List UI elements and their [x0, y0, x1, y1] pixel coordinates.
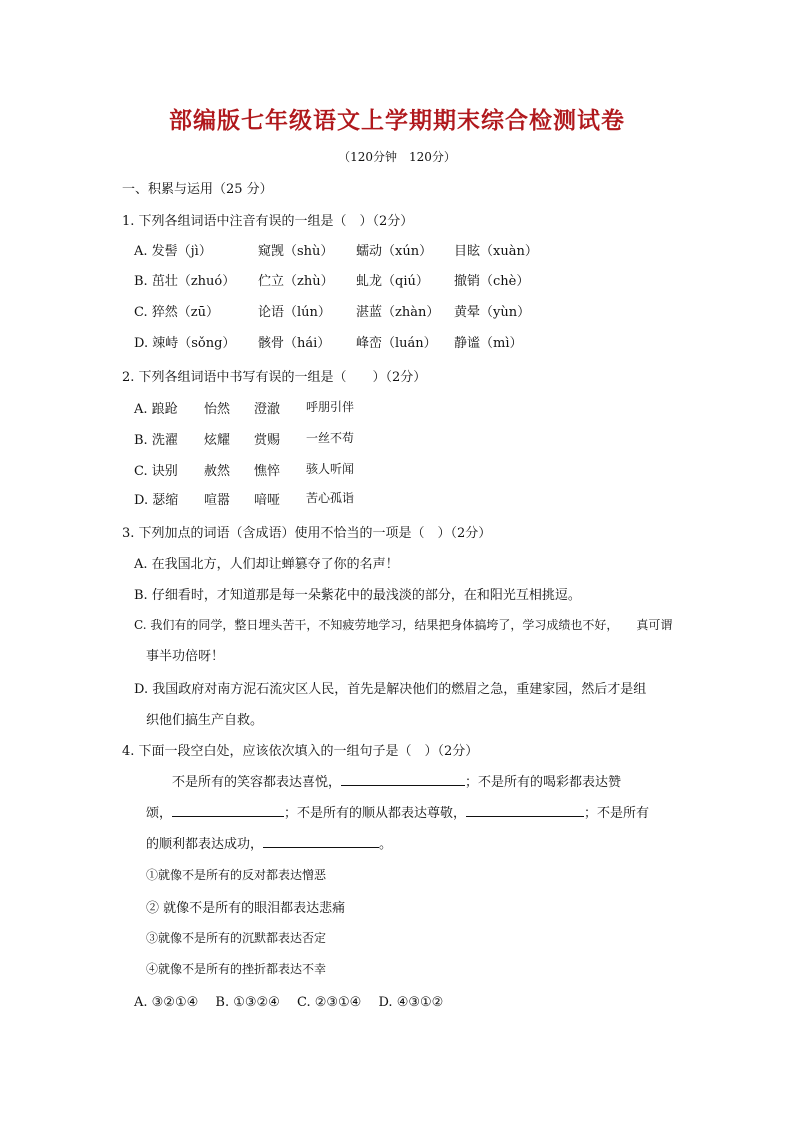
q4-text-2a: 颂，: [146, 806, 173, 821]
q2-a-word3: 澄澈: [254, 402, 281, 417]
q2-d-word2: 喧嚣: [204, 493, 231, 508]
q4-passage-line2: [146, 802, 649, 821]
q4-text-1b: ；不是所有的喝彩都表达赞: [465, 775, 622, 790]
q4-blank-2[interactable]: [172, 804, 284, 817]
q4-passage-line1: [172, 771, 621, 790]
q2-b-word2: 炫耀: [204, 433, 231, 448]
q2-d-word4: 苦心孤诣: [306, 491, 355, 505]
q2-c-word2: 赦然: [204, 464, 231, 479]
q1-c-word3: 湛蓝（zhàn）: [356, 305, 440, 320]
q1-a-word4: 目眩（xuàn）: [454, 244, 538, 259]
exam-title: 部编版七年级语文上学期期末综合检测试卷: [169, 107, 625, 134]
q2-d-word1: D. 瑟缩: [134, 493, 179, 508]
q2-stem: 2. 下列各组词语中书写有误的一组是（ ）（2分）: [122, 370, 427, 385]
q1-b-word2: 伫立（zhù）: [258, 274, 334, 289]
q2-c-word1: C. 诀别: [134, 464, 178, 479]
q2-a-word1: A. 踉跄: [134, 402, 178, 417]
q1-c-word1: C. 猝然（zū）: [134, 305, 219, 320]
q1-a-word3: 蠕动（xún）: [356, 244, 433, 259]
q2-d-word3: 喑哑: [254, 493, 281, 508]
q2-b-word4: 一丝不苟: [306, 431, 355, 445]
q4-text-2b: ；不是所有的顺从都表达尊敬，: [284, 806, 467, 821]
q2-c-word3: 憔悴: [254, 464, 281, 479]
q4-text-3a: 的顺利都表达成功，: [146, 837, 264, 852]
q2-b-word3: 赏赐: [254, 433, 281, 448]
q1-d-word1: D. 竦峙（sǒng）: [134, 336, 236, 351]
q2-c-word4: 骇人听闻: [306, 462, 355, 476]
q4-item-3: ③就像不是所有的沉默都表达否定: [146, 931, 327, 945]
q3-option-b: B. 仔细看时，才知道那是每一朵紫花中的最浅淡的部分，在和阳光互相挑逗。: [134, 588, 581, 603]
q1-b-word1: B. 茁壮（zhuó）: [134, 274, 236, 289]
q4-choices: A. ③②①④ B. ①③②④ C. ②③①④ D. ④③①②: [134, 995, 444, 1010]
q1-d-word3: 峰峦（luán）: [356, 336, 437, 351]
q1-c-word2: 论语（lún）: [258, 305, 331, 320]
section-heading: 一、积累与运用（25 分）: [122, 182, 273, 197]
q4-item-2: ② 就像不是所有的眼泪都表达悲痛: [146, 901, 346, 916]
q1-b-word4: 撤销（chè）: [454, 274, 530, 289]
q1-d-word2: 骸骨（hái）: [258, 336, 331, 351]
q3-option-d-line1: D. 我国政府对南方泥石流灾区人民，首先是解决他们的燃眉之急，重建家园，然后才是组: [134, 682, 647, 697]
q3-option-d-line2: 织他们搞生产自救。: [146, 713, 264, 728]
q3-option-c-line2: 事半功倍呀！: [146, 649, 225, 664]
q4-blank-3[interactable]: [466, 804, 584, 817]
q1-b-word3: 虬龙（qiú）: [356, 274, 429, 289]
q1-c-word4: 黄晕（yùn）: [454, 305, 531, 320]
q1-a-word2: 窥觊（shù）: [258, 244, 334, 259]
q4-item-4: ④就像不是所有的挫折都表达不幸: [146, 962, 327, 976]
q1-stem: 1. 下列各组词语中注音有误的一组是（ ）（2分）: [122, 214, 414, 229]
q1-d-word4: 静谧（mì）: [454, 336, 523, 351]
q4-blank-4[interactable]: [263, 835, 379, 848]
q2-b-word1: B. 洗濯: [134, 433, 178, 448]
q3-option-a: A. 在我国北方，人们却让蝉篡夺了你的名声！: [134, 557, 399, 572]
exam-subtitle: （120分钟 120分）: [338, 150, 456, 164]
q4-text-1a: 不是所有的笑容都表达喜悦，: [172, 775, 342, 790]
q4-stem: 4. 下面一段空白处，应该依次填入的一组句子是（ ）（2分）: [122, 744, 479, 759]
q4-text-3b: 。: [379, 837, 393, 852]
q4-passage-line3: [146, 833, 392, 852]
q2-a-word4: 呼朋引伴: [306, 400, 355, 414]
q4-blank-1[interactable]: [341, 773, 465, 786]
q3-option-c-line1: C. 我们有的同学，整日埋头苦干，不知疲劳地学习，结果把身体搞垮了，学习成绩也不好， 真可谓: [134, 618, 673, 632]
q4-text-2c: ；不是所有: [584, 806, 650, 821]
q3-stem: 3. 下列加点的词语（含成语）使用不恰当的一项是（ ）（2分）: [122, 526, 492, 541]
q1-a-word1: A. 发髻（jì）: [134, 244, 212, 259]
q4-item-1: ①就像不是所有的反对都表达憎恶: [146, 868, 327, 882]
q2-a-word2: 怡然: [204, 402, 231, 417]
